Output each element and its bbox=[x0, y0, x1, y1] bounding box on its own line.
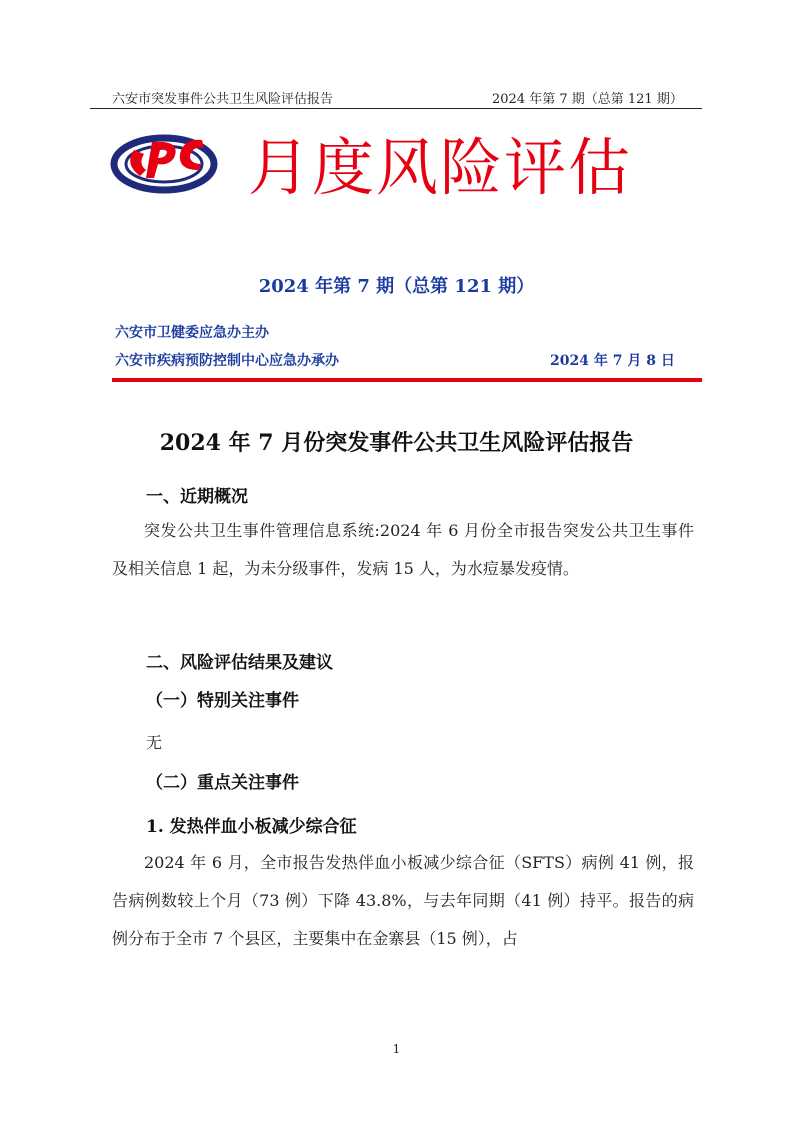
item-1-paragraph: 2024 年 6 月，全市报告发热伴血小板减少综合征（SFTS）病例 41 例，报告病例数较上个月（73 例）下降 43.8%，与去年同期（41 例）持平。报告的病例分布于全市 7 个县区，主要集中在金寨县（15 例），占 bbox=[112, 853, 694, 948]
section-1-heading: 一、近期概况 bbox=[146, 487, 248, 507]
organizer-line-2: 六安市疾病预防控制中心应急办承办 bbox=[115, 353, 339, 369]
running-header-title: 六安市突发事件公共卫生风险评估报告 bbox=[112, 92, 334, 107]
red-divider bbox=[112, 378, 702, 382]
cdc-logo-icon bbox=[106, 120, 234, 200]
subsection-1-text: 无 bbox=[146, 733, 163, 752]
page-number: 1 bbox=[392, 1042, 401, 1056]
masthead-title: 月度风险评估 bbox=[248, 131, 633, 204]
report-title: 2024 年 7 月份突发事件公共卫生风险评估报告 bbox=[159, 430, 634, 456]
subsection-2-heading: （二）重点关注事件 bbox=[146, 773, 299, 793]
running-header-issue: 2024 年第 7 期（总第 121 期） bbox=[492, 92, 683, 107]
cdc-logo bbox=[106, 120, 234, 200]
publish-date: 2024 年 7 月 8 日 bbox=[550, 353, 675, 369]
section-1-paragraph: 突发公共卫生事件管理信息系统:2024 年 6 月份全市报告突发公共卫生事件及相关信息 1 起，为未分级事件，发病 15 人，为水痘暴发疫情。 bbox=[112, 521, 694, 578]
item-1-heading: 1. 发热伴血小板减少综合征 bbox=[146, 817, 357, 837]
subsection-1-heading: （一）特别关注事件 bbox=[146, 691, 299, 711]
issue-number: 2024 年第 7 期（总第 121 期） bbox=[258, 276, 535, 297]
header-divider bbox=[90, 108, 702, 109]
section-2-heading: 二、风险评估结果及建议 bbox=[146, 653, 333, 673]
organizer-line-1: 六安市卫健委应急办主办 bbox=[115, 325, 269, 341]
